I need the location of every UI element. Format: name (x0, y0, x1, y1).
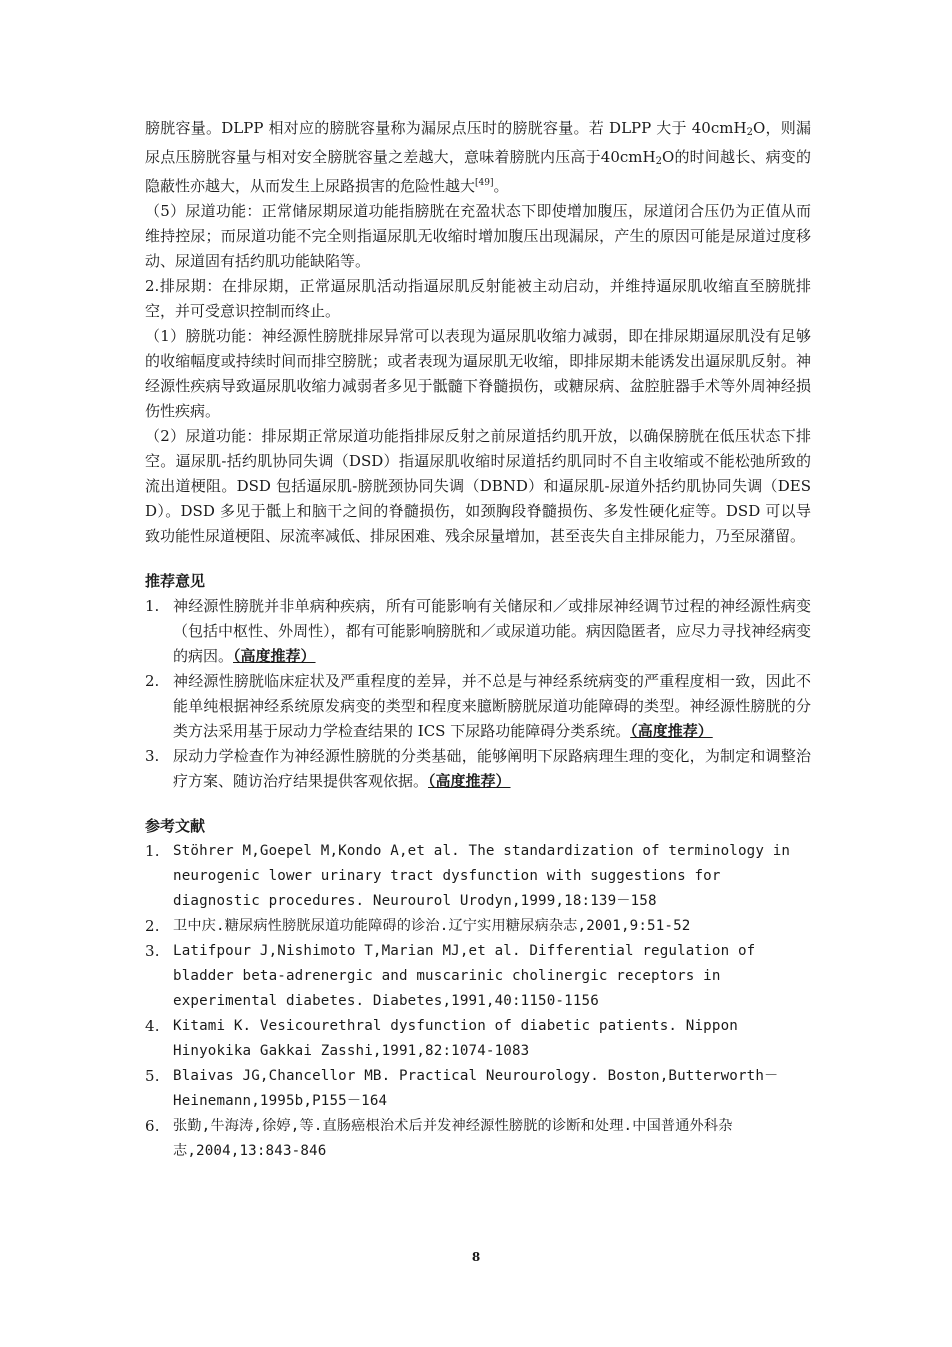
item-number: 3. (145, 747, 160, 765)
text-segment: 膀胱容量。DLPP 相对应的膀胱容量称为漏尿点压时的膀胱容量。若 DLPP 大于 40cmH (145, 119, 747, 137)
reference-item (145, 939, 811, 1014)
references-heading: 参考文献 (145, 817, 206, 835)
text-segment: 。 (493, 177, 509, 195)
paragraph-urethral-function-storage: （5）尿道功能：正常储尿期尿道功能指膀胱在充盈状态下即使增加腹压，尿道闭合压仍为正值从而维持控尿；而尿道功能不完全则指逼尿肌无收缩时增加腹压出现漏尿，产生的原因可能是尿道过度移动、尿道固有括约肌功能缺陷等。 (145, 202, 811, 270)
document-page (145, 116, 811, 1164)
recommendation-grade: （高度推荐） (233, 647, 316, 665)
subscript: 2 (655, 156, 662, 167)
reference-text: Blaivas JG,Chancellor MB. Practical Neurourology. Boston,Butterworth－Heinemann,1995b,P155－164 (173, 1068, 779, 1109)
subscript: 2 (746, 127, 753, 138)
page-number: 8 (471, 1250, 481, 1264)
text-segment: O，则漏尿点压膀胱容量与相对安全膀胱容量之差越大，意味着膀胱内压高于40cmH (145, 119, 811, 166)
reference-text: 张勤,牛海涛,徐婷,等.直肠癌根治术后并发神经源性膀胱的诊断和处理.中国普通外科杂志,2004,13:843-846 (173, 1118, 733, 1159)
reference-number: 6. (145, 1117, 160, 1135)
recommendation-grade: （高度推荐） (428, 772, 511, 790)
reference-number: 2. (145, 917, 160, 935)
recommendations-list (145, 594, 811, 794)
item-number: 1. (145, 597, 160, 615)
references-list (145, 839, 811, 1164)
reference-number: 4. (145, 1017, 160, 1035)
reference-item (145, 914, 811, 939)
reference-text: Latifpour J,Nishimoto T,Marian MJ,et al. Differential regulation of bladder beta-adrenergic and muscarinic cholinergic receptors in experimental diabetes. Diabetes,1991,40:1150-1156 (173, 943, 756, 1009)
text-segment: O的时间越长、病变的隐蔽性亦越大，从而发生上尿路损害的危险性越大 (145, 148, 811, 195)
reference-number: 3. (145, 942, 160, 960)
recommendation-item (145, 744, 811, 794)
recommendation-item (145, 669, 811, 744)
recommendations-heading: 推荐意见 (145, 572, 206, 590)
reference-item (145, 1014, 811, 1064)
reference-item (145, 1114, 811, 1164)
reference-text: Kitami K. Vesicourethral dysfunction of diabetic patients. Nippon Hinyokika Gakkai Zasshi,1991,82:1074-1083 (173, 1018, 738, 1059)
item-text: 神经源性膀胱并非单病种疾病，所有可能影响有关储尿和／或排尿神经调节过程的神经源性病变（包括中枢性、外周性），都有可能影响膀胱和／或尿道功能。病因隐匿者，应尽力寻找神经病变的病因。 (173, 597, 811, 665)
paragraph-bladder-capacity (145, 116, 811, 199)
citation-superscript: [49] (475, 178, 494, 188)
recommendation-item (145, 594, 811, 669)
reference-number: 5. (145, 1067, 160, 1085)
reference-text: Stöhrer M,Goepel M,Kondo A,et al. The standardization of terminology in neurogenic lower urinary tract dysfunction with suggestions for diagnostic procedures. Neurourol Urodyn,1999,18:139－158 (173, 843, 791, 909)
paragraph-bladder-function-voiding: （1）膀胱功能：神经源性膀胱排尿异常可以表现为逼尿肌收缩力减弱，即在排尿期逼尿肌没有足够的收缩幅度或持续时间而排空膀胱；或者表现为逼尿肌无收缩，即排尿期未能诱发出逼尿肌反射。神经源性疾病导致逼尿肌收缩力减弱者多见于骶髓下脊髓损伤，或糖尿病、盆腔脏器手术等外周神经损伤性疾病。 (145, 327, 811, 420)
item-text: 神经源性膀胱临床症状及严重程度的差异，并不总是与神经系统病变的严重程度相一致，因此不能单纯根据神经系统原发病变的类型和程度来臆断膀胱尿道功能障碍的类型。神经源性膀胱的分类方法采用基于尿动力学检查结果的 ICS 下尿路功能障碍分类系统。 (173, 672, 811, 740)
paragraph-voiding-phase: 2.排尿期：在排尿期，正常逼尿肌活动指逼尿肌反射能被主动启动，并维持逼尿肌收缩直至膀胱排空，并可受意识控制而终止。 (145, 277, 811, 320)
reference-item (145, 839, 811, 914)
item-text: 尿动力学检查作为神经源性膀胱的分类基础，能够阐明下尿路病理生理的变化，为制定和调整治疗方案、随访治疗结果提供客观依据。 (173, 747, 811, 790)
recommendation-grade: （高度推荐） (630, 722, 713, 740)
reference-text: 卫中庆.糖尿病性膀胱尿道功能障碍的诊治.辽宁实用糖尿病杂志,2001,9:51-52 (173, 918, 691, 934)
item-number: 2. (145, 672, 160, 690)
paragraph-urethral-function-voiding: （2）尿道功能：排尿期正常尿道功能指排尿反射之前尿道括约肌开放，以确保膀胱在低压状态下排空。逼尿肌-括约肌协同失调（DSD）指逼尿肌收缩时尿道括约肌同时不自主收缩或不能松弛所致的流出道梗阻。DSD 包括逼尿肌-膀胱颈协同失调（DBND）和逼尿肌-尿道外括约肌协同失调（DESD）。DSD 多见于骶上和脑干之间的脊髓损伤，如颈胸段脊髓损伤、多发性硬化症等。DSD 可以导致功能性尿道梗阻、尿流率减低、排尿困难、残余尿量增加，甚至丧失自主排尿能力，乃至尿潴留。 (145, 427, 811, 545)
reference-item (145, 1064, 811, 1114)
reference-number: 1. (145, 842, 160, 860)
